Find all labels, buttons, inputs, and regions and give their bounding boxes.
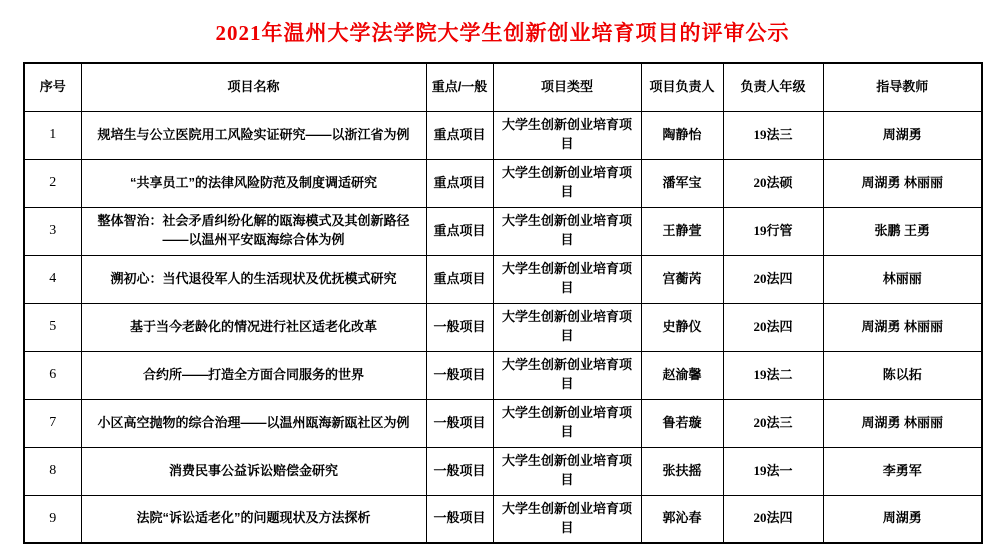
cell-priority: 重点项目 <box>426 255 493 303</box>
table-row <box>24 399 982 447</box>
cell-leader: 史静仪 <box>641 303 723 351</box>
projects-table <box>23 62 983 544</box>
column-header-project-type: 项目类型 <box>493 63 641 111</box>
table-row <box>24 447 982 495</box>
cell-priority: 一般项目 <box>426 399 493 447</box>
page-title: 2021年温州大学法学院大学生创新创业培育项目的评审公示 <box>215 21 790 45</box>
cell-project-type: 大学生创新创业培育项目 <box>493 159 641 207</box>
cell-priority: 一般项目 <box>426 495 493 543</box>
cell-project-name: 规培生与公立医院用工风险实证研究——以浙江省为例 <box>81 111 426 159</box>
table-row <box>24 111 982 159</box>
cell-advisor: 陈以拓 <box>823 351 982 399</box>
cell-priority: 重点项目 <box>426 207 493 255</box>
cell-leader: 张扶摇 <box>641 447 723 495</box>
cell-advisor: 张鹏 王勇 <box>823 207 982 255</box>
cell-advisor: 林丽丽 <box>823 255 982 303</box>
column-header-priority: 重点/一般 <box>426 63 493 111</box>
cell-serial: 3 <box>24 207 81 255</box>
cell-grade: 20法三 <box>723 399 823 447</box>
table-row <box>24 303 982 351</box>
cell-grade: 19法一 <box>723 447 823 495</box>
cell-leader: 王静萱 <box>641 207 723 255</box>
cell-advisor: 周湖勇 林丽丽 <box>823 303 982 351</box>
cell-priority: 重点项目 <box>426 111 493 159</box>
cell-project-name: 法院“诉讼适老化”的问题现状及方法探析 <box>81 495 426 543</box>
table-row <box>24 255 982 303</box>
cell-project-type: 大学生创新创业培育项目 <box>493 303 641 351</box>
cell-leader: 赵渝馨 <box>641 351 723 399</box>
cell-project-type: 大学生创新创业培育项目 <box>493 255 641 303</box>
table-row <box>24 495 982 543</box>
cell-leader: 宫蘅芮 <box>641 255 723 303</box>
column-header-serial: 序号 <box>24 63 81 111</box>
cell-project-type: 大学生创新创业培育项目 <box>493 111 641 159</box>
cell-grade: 19法二 <box>723 351 823 399</box>
cell-leader: 潘军宝 <box>641 159 723 207</box>
cell-project-name: 溯初心：当代退役军人的生活现状及优抚模式研究 <box>81 255 426 303</box>
cell-serial: 2 <box>24 159 81 207</box>
cell-grade: 19法三 <box>723 111 823 159</box>
cell-project-type: 大学生创新创业培育项目 <box>493 351 641 399</box>
cell-serial: 7 <box>24 399 81 447</box>
cell-project-type: 大学生创新创业培育项目 <box>493 399 641 447</box>
cell-project-type: 大学生创新创业培育项目 <box>493 495 641 543</box>
cell-leader: 郭沁春 <box>641 495 723 543</box>
cell-serial: 1 <box>24 111 81 159</box>
column-header-advisor: 指导教师 <box>823 63 982 111</box>
cell-grade: 20法四 <box>723 495 823 543</box>
column-header-project-name: 项目名称 <box>81 63 426 111</box>
cell-leader: 陶静怡 <box>641 111 723 159</box>
cell-priority: 重点项目 <box>426 159 493 207</box>
cell-serial: 4 <box>24 255 81 303</box>
cell-serial: 6 <box>24 351 81 399</box>
cell-advisor: 周湖勇 林丽丽 <box>823 399 982 447</box>
cell-priority: 一般项目 <box>426 351 493 399</box>
table-row <box>24 159 982 207</box>
cell-project-name: 小区高空抛物的综合治理——以温州瓯海新瓯社区为例 <box>81 399 426 447</box>
column-header-grade: 负责人年级 <box>723 63 823 111</box>
cell-advisor: 李勇军 <box>823 447 982 495</box>
cell-project-type: 大学生创新创业培育项目 <box>493 207 641 255</box>
cell-advisor: 周湖勇 <box>823 495 982 543</box>
cell-project-type: 大学生创新创业培育项目 <box>493 447 641 495</box>
cell-serial: 9 <box>24 495 81 543</box>
cell-project-name: “共享员工”的法律风险防范及制度调适研究 <box>81 159 426 207</box>
table-header-row <box>24 63 982 111</box>
cell-priority: 一般项目 <box>426 447 493 495</box>
cell-priority: 一般项目 <box>426 303 493 351</box>
cell-grade: 20法四 <box>723 255 823 303</box>
cell-serial: 8 <box>24 447 81 495</box>
cell-project-name: 消费民事公益诉讼赔偿金研究 <box>81 447 426 495</box>
cell-serial: 5 <box>24 303 81 351</box>
column-header-leader: 项目负责人 <box>641 63 723 111</box>
table-body <box>24 111 982 543</box>
cell-leader: 鲁若璇 <box>641 399 723 447</box>
cell-project-name: 基于当今老龄化的情况进行社区适老化改革 <box>81 303 426 351</box>
cell-project-name: 整体智治：社会矛盾纠纷化解的瓯海模式及其创新路径——以温州平安瓯海综合体为例 <box>81 207 426 255</box>
cell-grade: 20法硕 <box>723 159 823 207</box>
cell-grade: 19行管 <box>723 207 823 255</box>
table-row <box>24 351 982 399</box>
cell-advisor: 周湖勇 林丽丽 <box>823 159 982 207</box>
cell-advisor: 周湖勇 <box>823 111 982 159</box>
cell-project-name: 合约所——打造全方面合同服务的世界 <box>81 351 426 399</box>
table-row <box>24 207 982 255</box>
cell-grade: 20法四 <box>723 303 823 351</box>
